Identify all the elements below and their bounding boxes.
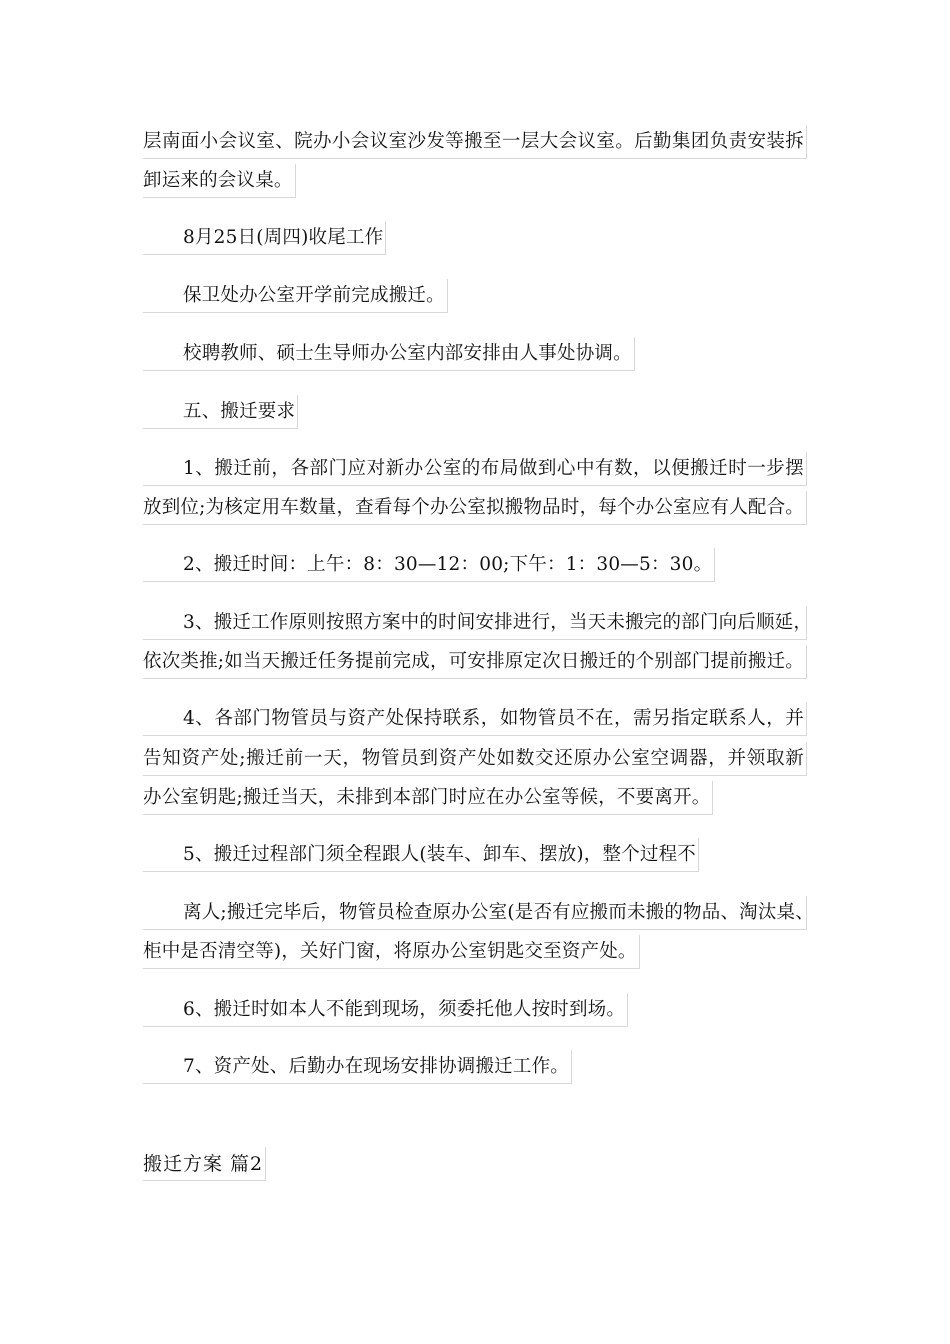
text-line: 离人;搬迁完毕后，物管员检查原办公室(是否有应搬而未搬的物品、淘汰桌、 [143,896,807,930]
section-heading: 五、搬迁要求 [143,395,298,429]
text-line: 4、各部门物管员与资产处保持联系，如物管员不在，需另指定联系人，并 [143,702,807,736]
text-line: 2、搬迁时间：上午：8：30—12：00;下午：1：30—5：30。 [143,548,715,582]
text-line: 6、搬迁时如本人不能到现场，须委托他人按时到场。 [143,993,628,1027]
text-line: 校聘教师、硕士生导师办公室内部安排由人事处协调。 [143,337,635,371]
text-line: 依次类推;如当天搬迁任务提前完成，可安排原定次日搬迁的个别部门提前搬迁。 [143,645,807,679]
text-line: 柜中是否清空等)，关好门窗，将原办公室钥匙交至资产处。 [143,935,640,969]
text-line: 保卫处办公室开学前完成搬迁。 [143,279,448,313]
section-title: 搬迁方案 篇2 [143,1147,266,1181]
text-line: 1、搬迁前，各部门应对新办公室的布局做到心中有数，以便搬迁时一步摆 [143,452,807,486]
text-line: 办公室钥匙;搬迁当天，未排到本部门时应在办公室等候，不要离开。 [143,781,713,815]
text-line: 5、搬迁过程部门须全程跟人(装车、卸车、摆放)，整个过程不 [143,838,699,872]
text-line: 告知资产处;搬迁前一天，物管员到资产处如数交还原办公室空调器，并领取新 [143,742,807,776]
text-line: 7、资产处、后勤办在现场安排协调搬迁工作。 [143,1050,572,1084]
section-subtitle: 8月25日(周四)收尾工作 [143,221,386,255]
text-line: 放到位;为核定用车数量，查看每个办公室拟搬物品时，每个办公室应有人配合。 [143,491,807,525]
text-line: 卸运来的会议桌。 [143,164,296,198]
text-line: 3、搬迁工作原则按照方案中的时间安排进行，当天未搬完的部门向后顺延， [143,606,807,640]
text-line: 层南面小会议室、院办小会议室沙发等搬至一层大会议室。后勤集团负责安装拆 [143,125,807,159]
